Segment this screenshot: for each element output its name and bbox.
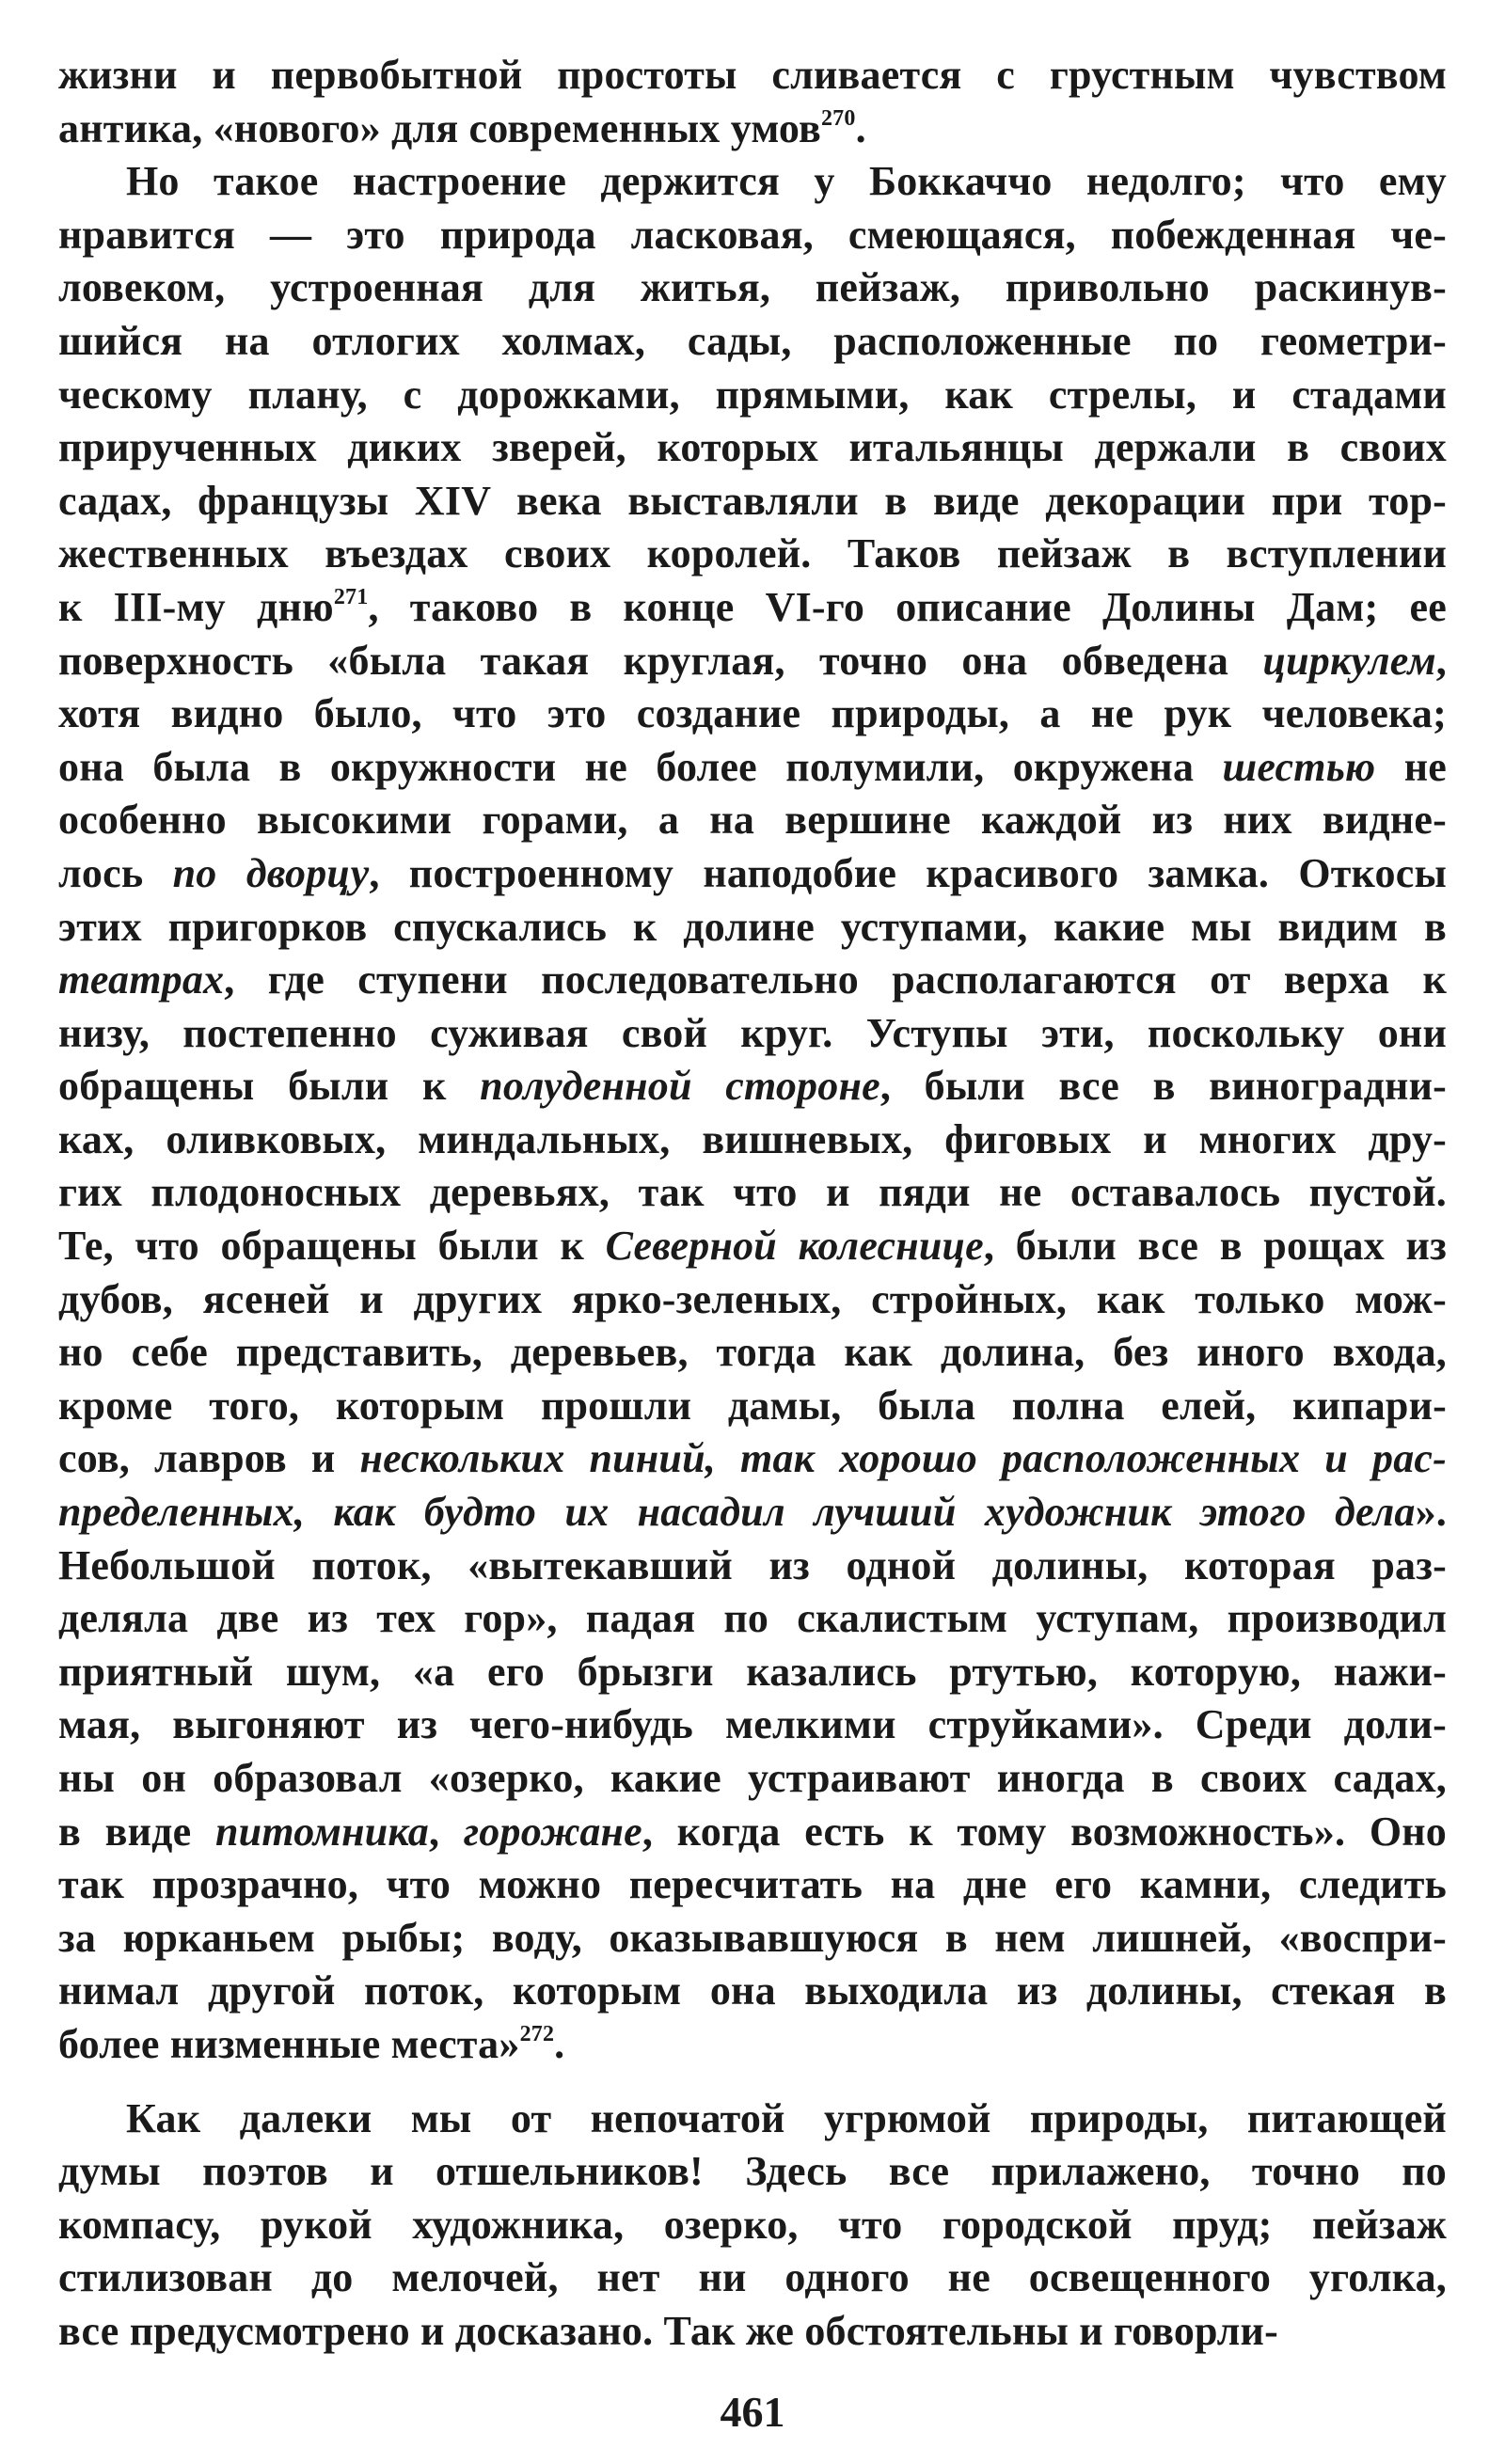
paragraph-gap: [58, 2072, 1447, 2093]
text-line: [58, 1326, 1447, 1380]
text-run: поверхность «была такая круглая, точно она обведена: [58, 637, 1263, 684]
text-line: [58, 1486, 1447, 1540]
text-run: нимал другой поток, которым она выходила из долины, стекая в: [58, 1967, 1447, 2014]
text-run: Небольшой поток, «вытекавший из одной долины, которая раз-: [58, 1541, 1447, 1588]
italic-text: циркулем: [1262, 637, 1436, 684]
text-line: [58, 1060, 1447, 1114]
text-run: ».: [1415, 1489, 1447, 1536]
text-line: [58, 1166, 1447, 1220]
text-run: приятный шум, «а его брызги казались ртутью, которую, нажи-: [58, 1648, 1447, 1695]
text-line: [58, 1858, 1447, 1912]
body-text: [58, 49, 1447, 2359]
text-line: [58, 2305, 1447, 2359]
text-line: [58, 1220, 1447, 1273]
text-run: думы поэтов и отшельников! Здесь все прилажено, точно по: [58, 2148, 1447, 2195]
text-line: [58, 49, 1447, 103]
text-run: ,: [1435, 637, 1447, 684]
text-line: [58, 475, 1447, 529]
text-run: .: [855, 104, 866, 151]
text-run: , были все в виноградни-: [879, 1063, 1447, 1110]
text-run: не: [1375, 743, 1448, 790]
text-line: [58, 2018, 1447, 2072]
text-line: [58, 1114, 1447, 1167]
text-run: все предусмотрено и досказано. Так же обстоятельны и говорли-: [58, 2307, 1278, 2354]
text-line: [58, 528, 1447, 581]
text-run: ны он образовал «озерко, какие устраивают иногда в своих садах,: [58, 1755, 1447, 1801]
text-line: [58, 901, 1447, 955]
text-line: [58, 794, 1447, 847]
text-run: особенно высокими горами, а на вершине каждой из них видне-: [58, 797, 1447, 844]
text-line: [58, 209, 1447, 262]
italic-text: горожане: [463, 1808, 642, 1855]
text-run: Как далеки мы от непочатой угрюмой природы, питающей: [126, 2094, 1447, 2141]
text-line: [58, 635, 1447, 688]
text-run: ,: [428, 1808, 464, 1855]
text-run: нравится — это природа ласковая, смеющаяся, побежденная че-: [58, 211, 1447, 258]
paragraph: [58, 2093, 1447, 2359]
paragraph: [58, 49, 1447, 155]
text-run: Те, что обращены были к: [58, 1223, 606, 1270]
text-run: она была в окружности не более полумили, окружена: [58, 743, 1223, 790]
text-run: стилизован до мелочей, нет ни одного не освещенного уголка,: [58, 2254, 1447, 2301]
text-run: Но такое настроение держится у Боккаччо недолго; что ему: [126, 158, 1447, 205]
text-line: [58, 1007, 1447, 1061]
text-run: шийся на отлогих холмах, сады, расположенные по геометри-: [58, 317, 1447, 364]
text-line: [58, 261, 1447, 315]
text-line: [58, 1646, 1447, 1699]
text-run: жественных въездах своих королей. Таков пейзаж в вступлении: [58, 530, 1447, 577]
text-line: [58, 103, 1447, 156]
text-run: лось: [58, 849, 173, 896]
text-run: сов, лавров и: [58, 1435, 360, 1482]
text-run: компасу, рукой художника, озерко, что городской пруд; пейзаж: [58, 2201, 1447, 2248]
text-line: [58, 369, 1447, 422]
text-run: гих плодоносных деревьях, так что и пяди не оставалось пустой.: [58, 1169, 1447, 1216]
text-line: [58, 1273, 1447, 1327]
text-run: прирученных диких зверей, которых итальянцы держали в своих: [58, 424, 1447, 471]
italic-text: нескольких пиний, так хорошо расположенных и рас-: [359, 1435, 1447, 1482]
text-run: , где ступени последовательно располагаются от верха к: [224, 956, 1447, 1003]
text-line: [58, 954, 1447, 1007]
text-line: [58, 1592, 1447, 1646]
text-run: к III-му дню: [58, 583, 334, 630]
text-run: садах, французы XIV века выставляли в виде декорации при тор-: [58, 477, 1447, 524]
text-run: так прозрачно, что можно пересчитать на дне его камни, следить: [58, 1861, 1447, 1908]
text-line: [58, 1965, 1447, 2018]
text-run: деляла две из тех гор», падая по скалистым уступам, производил: [58, 1595, 1447, 1642]
text-run: антика, «нового» для современных умов: [58, 104, 821, 151]
text-line: [58, 687, 1447, 741]
text-run: ческому плану, с дорожками, прямыми, как стрелы, и стадами: [58, 371, 1447, 418]
italic-text: питомника: [215, 1808, 429, 1855]
text-run: низу, постепенно суживая свой круг. Уступы эти, поскольку они: [58, 1009, 1447, 1056]
text-run: мая, выгоняют из чего-нибудь мелкими струйками». Среди доли-: [58, 1701, 1447, 1748]
text-run: хотя видно было, что это создание природы, а не рук человека;: [58, 690, 1447, 737]
text-line: [58, 1380, 1447, 1433]
text-run: более низменные места»: [58, 2020, 520, 2067]
text-run: в виде: [58, 1808, 216, 1855]
text-line: [58, 741, 1447, 795]
text-line: [58, 1806, 1447, 1859]
italic-text: по дворцу: [172, 849, 370, 896]
text-line: [58, 421, 1447, 475]
text-run: ках, оливковых, миндальных, вишневых, фиговых и многих дру-: [58, 1115, 1447, 1162]
text-line: [58, 847, 1447, 901]
text-run: за юрканьем рыбы; воду, оказывавшуюся в нем лишней, «воспри-: [58, 1914, 1447, 1961]
footnote-marker: 271: [333, 584, 369, 609]
text-run: ловеком, устроенная для житья, пейзаж, привольно раскинув-: [58, 264, 1447, 311]
text-run: , таково в конце VI-го описание Долины Дам; ее: [368, 583, 1447, 630]
text-line: [58, 155, 1447, 209]
text-run: жизни и первобытной простоты сливается с грустным чувством: [58, 52, 1447, 98]
text-line: [58, 2145, 1447, 2199]
text-line: [58, 1432, 1447, 1486]
page-number: 461: [720, 2388, 785, 2436]
text-line: [58, 2093, 1447, 2146]
text-line: [58, 2199, 1447, 2252]
text-run: , были все в рощах из: [983, 1223, 1447, 1270]
text-line: [58, 581, 1447, 635]
text-run: .: [554, 2020, 565, 2067]
text-line: [58, 1912, 1447, 1966]
footnote-marker: 270: [820, 105, 856, 131]
italic-text: шестью: [1222, 743, 1376, 790]
text-line: [58, 1540, 1447, 1593]
text-run: этих пригорков спускались к долине уступами, какие мы видим в: [58, 903, 1447, 950]
paragraph: [58, 155, 1447, 2071]
text-run: обращены были к: [58, 1063, 481, 1110]
text-run: но себе представить, деревьев, тогда как долина, без иного входа,: [58, 1329, 1447, 1376]
italic-text: театрах: [58, 956, 225, 1003]
text-run: кроме того, которым прошли дамы, была полна елей, кипари-: [58, 1382, 1447, 1429]
italic-text: Северной колеснице: [605, 1223, 984, 1270]
italic-text: пределенных, как будто их насадил лучший художник этого дела: [58, 1489, 1416, 1536]
text-run: , когда есть к тому возможность». Оно: [642, 1808, 1447, 1855]
text-line: [58, 315, 1447, 369]
text-line: [58, 1698, 1447, 1752]
text-run: дубов, ясеней и других ярко-зеленых, стройных, как только мож-: [58, 1275, 1447, 1322]
text-line: [58, 1752, 1447, 1806]
footnote-marker: 272: [519, 2021, 555, 2046]
italic-text: полуденной стороне: [480, 1063, 880, 1110]
text-line: [58, 2251, 1447, 2305]
text-run: , построенному наподобие красивого замка. Откосы: [369, 849, 1448, 896]
